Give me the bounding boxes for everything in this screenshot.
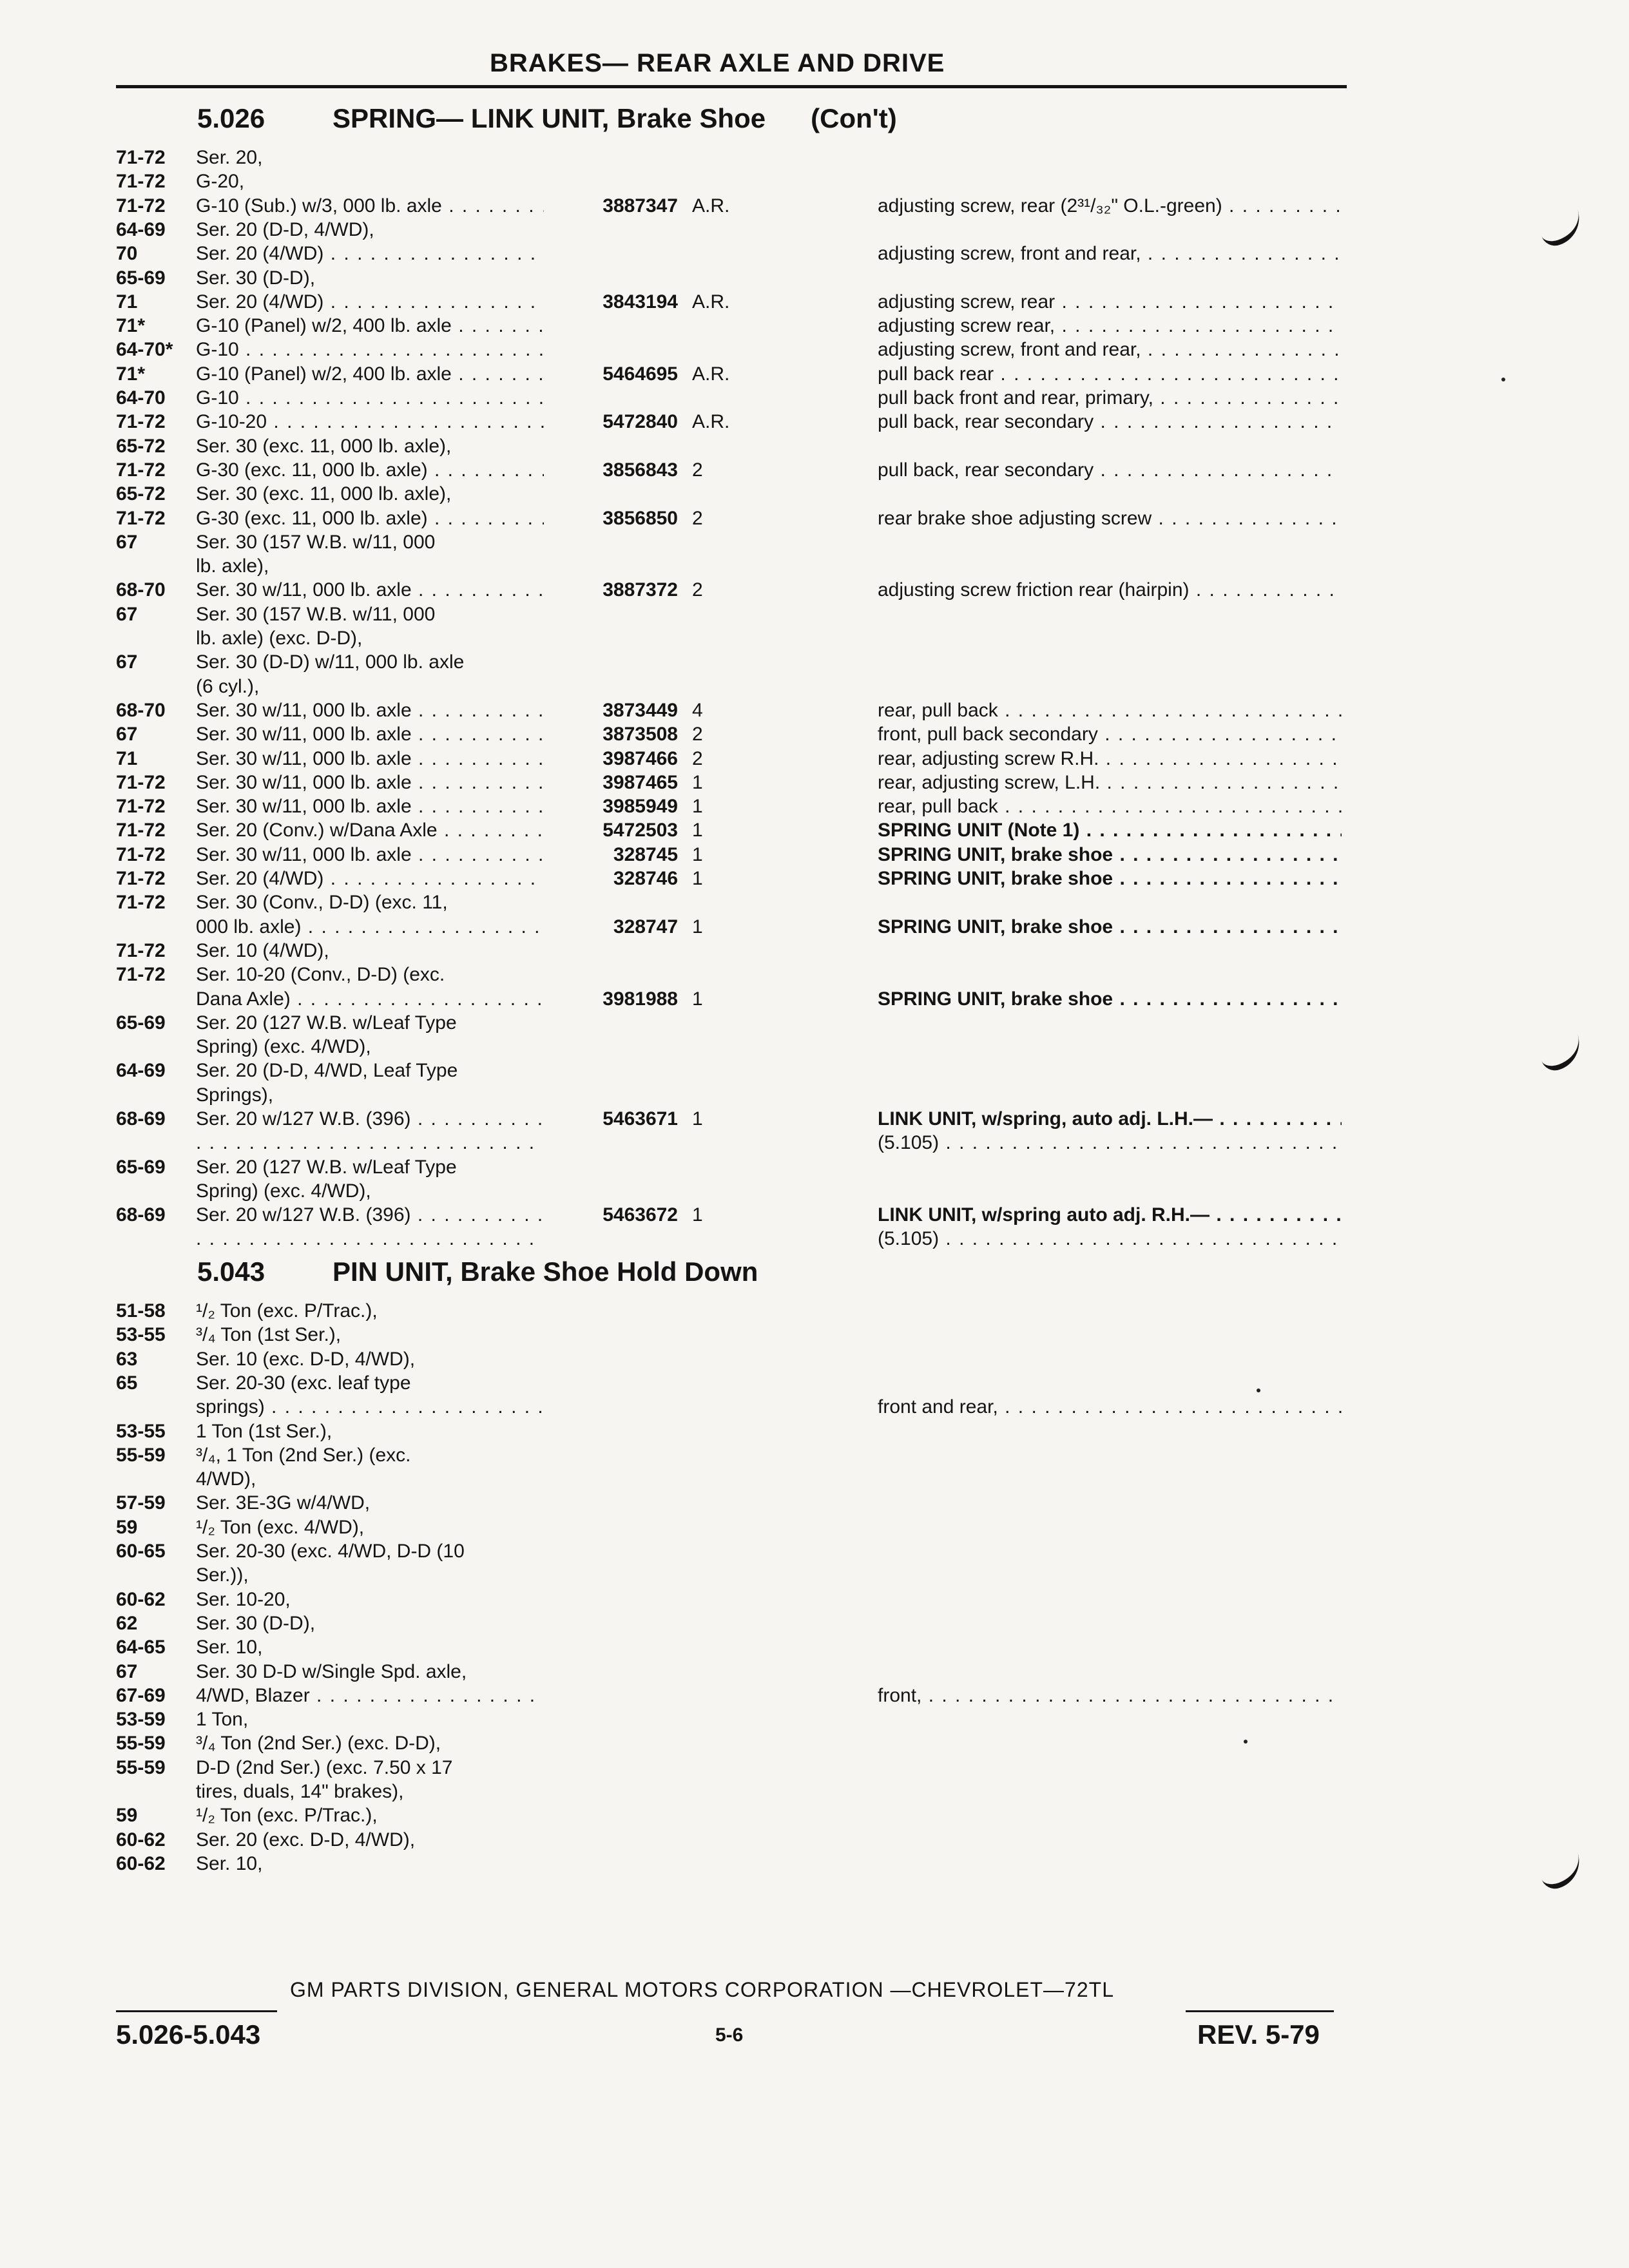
application-description: Ser. 30 w/11, 000 lb. axle . . . [196, 698, 544, 722]
parts-row [0, 1660, 1629, 1684]
part-name: rear, adjusting screw R.H. . . . [878, 747, 1342, 771]
section-title-5026 [197, 103, 897, 134]
application-description: G-10 . . . [196, 338, 544, 361]
part-name: pull back, rear secondary . . . [878, 458, 1342, 482]
model-years: 51-58 [116, 1300, 166, 1321]
application-description: Ser. 20 (exc. D-D, 4/WD), [196, 1829, 416, 1850]
parts-row [0, 1780, 1629, 1803]
application-description: Ser. 20-30 (exc. leaf type [196, 1372, 411, 1394]
application-description: Ser. 3E-3G w/4/WD, [196, 1492, 371, 1514]
model-years: 71-72 [116, 411, 166, 432]
application-description: tires, duals, 14" brakes), [196, 1781, 404, 1802]
parts-row [0, 1179, 1629, 1203]
model-years: 71-72 [116, 171, 166, 192]
model-years: 71-72 [116, 796, 166, 817]
model-years: 55-59 [116, 1757, 166, 1778]
model-years: 71-72 [116, 195, 166, 216]
application-description: Ser. 20 (4/WD) . . . [196, 290, 544, 314]
model-years: 57-59 [116, 1492, 166, 1514]
part-number: 5472503 [602, 820, 678, 841]
model-years: 68-70 [116, 700, 166, 721]
model-years: 71 [116, 748, 138, 769]
quantity: 2 [692, 459, 703, 481]
model-years: 65-69 [116, 267, 166, 289]
application-description: Dana Axle) . . . [196, 987, 544, 1011]
application-description: G-10-20 . . . [196, 410, 544, 434]
application-description [196, 1131, 544, 1155]
model-years: 71-72 [116, 147, 166, 168]
part-name: pull back rear . . . [878, 362, 1342, 386]
model-years: 64-69 [116, 219, 166, 240]
parts-row [0, 1035, 1629, 1059]
model-years: 71 [116, 291, 138, 312]
scan-speck [1257, 1389, 1260, 1392]
application-description: Ser. 10-20 (Conv., D-D) (exc. [196, 964, 445, 985]
application-description: Ser. 30 (exc. 11, 000 lb. axle), [196, 483, 452, 505]
application-description: Ser. 20 (D-D, 4/WD), [196, 219, 374, 240]
parts-row [0, 362, 1629, 386]
model-years: 64-70 [116, 387, 166, 408]
part-number: 3987465 [602, 772, 678, 793]
part-name: rear brake shoe adjusting screw . . . [878, 506, 1342, 530]
part-name: LINK UNIT, w/spring, auto adj. L.H.— . . . [878, 1107, 1342, 1131]
model-years: 65-69 [116, 1012, 166, 1033]
model-years: 64-69 [116, 1060, 166, 1081]
parts-row [0, 1563, 1629, 1587]
footer-rule-left [116, 2010, 277, 2012]
application-description: Ser. 30 w/11, 000 lb. axle . . . [196, 747, 544, 771]
quantity: 1 [692, 916, 703, 937]
model-years: 71-72 [116, 892, 166, 913]
parts-row [0, 987, 1629, 1011]
model-years: 59 [116, 1517, 138, 1538]
model-years: 68-69 [116, 1204, 166, 1225]
model-years: 67-69 [116, 1685, 166, 1706]
section-number: 5.026 [197, 103, 265, 133]
application-description: Ser. 10, [196, 1637, 263, 1658]
part-number: 328745 [613, 844, 678, 865]
application-description: Ser. 30 (D-D), [196, 1613, 316, 1634]
parts-row [0, 818, 1629, 842]
application-description: Ser. 10-20, [196, 1589, 291, 1610]
application-description: Ser. 30 w/11, 000 lb. axle . . . [196, 794, 544, 818]
application-description: Ser. 30 (Conv., D-D) (exc. 11, [196, 892, 448, 913]
application-description: Ser. 30 (D-D), [196, 267, 316, 289]
parts-row [0, 1803, 1629, 1827]
quantity: 2 [692, 508, 703, 529]
scan-speck [1501, 378, 1505, 381]
footer-rule-right [1186, 2010, 1334, 2012]
parts-row [0, 169, 1629, 193]
quantity: A.R. [692, 195, 730, 216]
application-description: lb. axle) (exc. D-D), [196, 628, 363, 649]
part-name: LINK UNIT, w/spring auto adj. R.H.— . . . [878, 1203, 1342, 1227]
parts-row [0, 194, 1629, 218]
model-years: 60-65 [116, 1541, 166, 1562]
parts-row [0, 1059, 1629, 1082]
part-name: pull back, rear secondary . . . [878, 410, 1342, 434]
parts-row [0, 698, 1629, 722]
application-description: Ser. 10 (exc. D-D, 4/WD), [196, 1349, 416, 1370]
model-years: 70 [116, 243, 138, 264]
model-years: 71* [116, 363, 146, 385]
parts-row [0, 915, 1629, 939]
part-name: SPRING UNIT (Note 1) . . . [878, 818, 1342, 842]
application-description: ³/₄ Ton (2nd Ser.) (exc. D-D), [196, 1733, 441, 1754]
header-rule [116, 85, 1347, 88]
footer-section-range: 5.026-5.043 [116, 2019, 261, 2050]
model-years: 60-62 [116, 1853, 166, 1874]
parts-row [0, 314, 1629, 338]
part-number: 3987466 [602, 748, 678, 769]
part-number: 3985949 [602, 796, 678, 817]
parts-row [0, 722, 1629, 746]
quantity: 1 [692, 1108, 703, 1129]
parts-row [0, 626, 1629, 650]
application-description: Ser. 30 (157 W.B. w/11, 000 [196, 604, 436, 625]
part-name: adjusting screw, rear . . . [878, 290, 1342, 314]
part-name: front and rear, . . . [878, 1395, 1342, 1419]
application-description: Ser. 20 (127 W.B. w/Leaf Type [196, 1012, 457, 1033]
application-description: Ser. 20 (127 W.B. w/Leaf Type [196, 1157, 457, 1178]
model-years: 71-72 [116, 508, 166, 529]
parts-row [0, 1395, 1629, 1419]
part-number: 3856843 [602, 459, 678, 481]
section-continued: (Con't) [811, 103, 897, 133]
parts-row [0, 530, 1629, 554]
parts-row [0, 1731, 1629, 1755]
model-years: 53-55 [116, 1324, 166, 1345]
part-name: front, pull back secondary . . . [878, 722, 1342, 746]
parts-row [0, 675, 1629, 698]
parts-row [0, 146, 1629, 169]
section-title-5043 [197, 1256, 758, 1287]
application-description: Ser. 10 (4/WD), [196, 940, 329, 961]
model-years: 68-69 [116, 1108, 166, 1129]
application-description: Spring) (exc. 4/WD), [196, 1180, 371, 1202]
parts-row [0, 1371, 1629, 1395]
part-number: 3887347 [602, 195, 678, 216]
footer-corporation: GM PARTS DIVISION, GENERAL MOTORS CORPORATION —CHEVROLET—72TL [290, 1978, 1114, 2001]
part-number: 5463671 [602, 1108, 678, 1129]
parts-row [0, 386, 1629, 410]
parts-row [0, 1515, 1629, 1539]
parts-row [0, 1443, 1629, 1467]
model-years: 63 [116, 1349, 138, 1370]
application-description: Ser. 20-30 (exc. 4/WD, D-D (10 [196, 1541, 465, 1562]
parts-row [0, 458, 1629, 482]
parts-row [0, 1756, 1629, 1780]
model-years: 60-62 [116, 1589, 166, 1610]
application-description: G-10 (Panel) w/2, 400 lb. axle . . . [196, 314, 544, 338]
application-description: G-30 (exc. 11, 000 lb. axle) . . . [196, 506, 544, 530]
part-name: SPRING UNIT, brake shoe . . . [878, 867, 1342, 890]
parts-row [0, 506, 1629, 530]
model-years: 53-55 [116, 1421, 166, 1442]
application-description: Spring) (exc. 4/WD), [196, 1036, 371, 1057]
application-description: lb. axle), [196, 555, 269, 577]
model-years: 71-72 [116, 964, 166, 985]
quantity: 1 [692, 1204, 703, 1225]
part-name: adjusting screw, rear (2³¹/₃₂" O.L.-green) . . . [878, 194, 1342, 218]
part-number: 3981988 [602, 988, 678, 1010]
application-description: springs) . . . [196, 1395, 544, 1419]
parts-row [0, 1011, 1629, 1035]
part-number: 5472840 [602, 411, 678, 432]
parts-row [0, 1684, 1629, 1707]
parts-row [0, 867, 1629, 890]
section-heading: PIN UNIT, Brake Shoe Hold Down [333, 1256, 758, 1287]
parts-row [0, 266, 1629, 290]
parts-row [0, 650, 1629, 674]
part-name: SPRING UNIT, brake shoe . . . [878, 915, 1342, 939]
part-number: 3873508 [602, 724, 678, 745]
part-name: (5.105) . . . [878, 1131, 1342, 1155]
section-number: 5.043 [197, 1256, 265, 1287]
parts-row [0, 1588, 1629, 1611]
application-description: Ser. 30 w/11, 000 lb. axle . . . [196, 843, 544, 867]
application-description: ³/₄, 1 Ton (2nd Ser.) (exc. [196, 1445, 411, 1466]
quantity: 1 [692, 868, 703, 889]
application-description: G-30 (exc. 11, 000 lb. axle) . . . [196, 458, 544, 482]
model-years: 60-62 [116, 1829, 166, 1850]
parts-row [0, 1467, 1629, 1491]
application-description: G-10 (Sub.) w/3, 000 lb. axle . . . [196, 194, 544, 218]
part-name: rear, pull back . . . [878, 698, 1342, 722]
application-description: G-10 . . . [196, 386, 544, 410]
model-years: 71-72 [116, 844, 166, 865]
parts-row [0, 218, 1629, 242]
part-number: 328746 [613, 868, 678, 889]
model-years: 67 [116, 604, 138, 625]
part-number: 3887372 [602, 579, 678, 601]
model-years: 67 [116, 1661, 138, 1682]
parts-row [0, 434, 1629, 458]
application-description: ¹/₂ Ton (exc. P/Trac.), [196, 1805, 378, 1826]
quantity: 1 [692, 988, 703, 1010]
model-years: 67 [116, 532, 138, 553]
application-description: G-10 (Panel) w/2, 400 lb. axle . . . [196, 362, 544, 386]
application-description: ¹/₂ Ton (exc. P/Trac.), [196, 1300, 378, 1321]
model-years: 64-65 [116, 1637, 166, 1658]
parts-row [0, 1852, 1629, 1876]
parts-row [0, 843, 1629, 867]
part-name: adjusting screw, front and rear, . . . [878, 242, 1342, 265]
model-years: 71-72 [116, 772, 166, 793]
application-description: D-D (2nd Ser.) (exc. 7.50 x 17 [196, 1757, 453, 1778]
parts-row [0, 1107, 1629, 1131]
quantity: 1 [692, 844, 703, 865]
part-number: 328747 [613, 916, 678, 937]
part-number: 3843194 [602, 291, 678, 312]
application-description: 1 Ton, [196, 1709, 249, 1730]
parts-row [0, 1347, 1629, 1371]
parts-row [0, 554, 1629, 578]
parts-row [0, 1131, 1629, 1155]
quantity: 4 [692, 700, 703, 721]
parts-row [0, 747, 1629, 771]
application-description: 4/WD), [196, 1468, 256, 1490]
parts-row [0, 1155, 1629, 1179]
part-name: adjusting screw rear, . . . [878, 314, 1342, 338]
part-name: rear, pull back . . . [878, 794, 1342, 818]
part-name: front, . . . [878, 1684, 1342, 1707]
application-description: Springs), [196, 1084, 274, 1106]
part-name: SPRING UNIT, brake shoe . . . [878, 987, 1342, 1011]
parts-row [0, 1419, 1629, 1443]
parts-row [0, 794, 1629, 818]
parts-row [0, 410, 1629, 434]
parts-row [0, 1203, 1629, 1227]
part-name: adjusting screw friction rear (hairpin) . . . [878, 578, 1342, 602]
model-years: 67 [116, 651, 138, 673]
parts-row [0, 771, 1629, 794]
application-description: Ser. 30 w/11, 000 lb. axle . . . [196, 722, 544, 746]
quantity: A.R. [692, 363, 730, 385]
application-description: Ser. 20 w/127 W.B. (396) . . . [196, 1107, 544, 1131]
application-description: Ser. 30 w/11, 000 lb. axle . . . [196, 771, 544, 794]
parts-row [0, 1539, 1629, 1563]
footer-revision: REV. 5-79 [1197, 2019, 1320, 2050]
model-years: 65-72 [116, 483, 166, 505]
quantity: 2 [692, 579, 703, 601]
quantity: 1 [692, 820, 703, 841]
application-description: ³/₄ Ton (1st Ser.), [196, 1324, 342, 1345]
parts-row [0, 890, 1629, 914]
model-years: 71-72 [116, 868, 166, 889]
quantity: 2 [692, 748, 703, 769]
scan-speck [1244, 1740, 1248, 1744]
application-description: (6 cyl.), [196, 676, 260, 697]
quantity: 1 [692, 796, 703, 817]
model-years: 53-59 [116, 1709, 166, 1730]
part-name: (5.105) . . . [878, 1227, 1342, 1251]
part-name: adjusting screw, front and rear, . . . [878, 338, 1342, 361]
parts-row [0, 578, 1629, 602]
parts-row [0, 602, 1629, 626]
model-years: 65 [116, 1372, 138, 1394]
application-description: Ser. 20 (4/WD) . . . [196, 242, 544, 265]
part-number: 3873449 [602, 700, 678, 721]
quantity: 1 [692, 772, 703, 793]
quantity: A.R. [692, 291, 730, 312]
part-name: pull back front and rear, primary, . . . [878, 386, 1342, 410]
model-years: 68-70 [116, 579, 166, 601]
quantity: 2 [692, 724, 703, 745]
parts-row [0, 482, 1629, 506]
model-years: 67 [116, 724, 138, 745]
application-description: Ser. 30 D-D w/Single Spd. axle, [196, 1661, 467, 1682]
application-description: G-20, [196, 171, 245, 192]
application-description: ¹/₂ Ton (exc. 4/WD), [196, 1517, 365, 1538]
model-years: 64-70* [116, 339, 173, 360]
part-name: SPRING UNIT, brake shoe . . . [878, 843, 1342, 867]
parts-row [0, 939, 1629, 963]
parts-row [0, 1491, 1629, 1515]
parts-row [0, 1611, 1629, 1635]
application-description: 1 Ton (1st Ser.), [196, 1421, 333, 1442]
parts-row [0, 1828, 1629, 1852]
model-years: 55-59 [116, 1733, 166, 1754]
application-description: Ser. 20, [196, 147, 263, 168]
application-description: 4/WD, Blazer . . . [196, 1684, 544, 1707]
parts-row [0, 1707, 1629, 1731]
model-years: 65-72 [116, 436, 166, 457]
part-number: 5463672 [602, 1204, 678, 1225]
application-description: Ser. 20 (4/WD) . . . [196, 867, 544, 890]
model-years: 71* [116, 315, 146, 336]
model-years: 59 [116, 1805, 138, 1826]
model-years: 65-69 [116, 1157, 166, 1178]
part-name: rear, adjusting screw, L.H. . . . [878, 771, 1342, 794]
model-years: 62 [116, 1613, 138, 1634]
quantity: A.R. [692, 411, 730, 432]
part-number: 3856850 [602, 508, 678, 529]
application-description: Ser. 30 (exc. 11, 000 lb. axle), [196, 436, 452, 457]
parts-row [0, 242, 1629, 265]
application-description: Ser. 30 w/11, 000 lb. axle . . . [196, 578, 544, 602]
parts-row [0, 1227, 1629, 1251]
parts-row [0, 963, 1629, 986]
parts-row [0, 1083, 1629, 1107]
application-description: Ser. 30 (D-D) w/11, 000 lb. axle [196, 651, 465, 673]
parts-row [0, 338, 1629, 361]
parts-row [0, 1299, 1629, 1323]
model-years: 71-72 [116, 940, 166, 961]
page-header-title: BRAKES— REAR AXLE AND DRIVE [490, 49, 945, 77]
application-description: Ser. 20 (Conv.) w/Dana Axle . . . [196, 818, 544, 842]
parts-row [0, 1323, 1629, 1347]
model-years: 55-59 [116, 1445, 166, 1466]
application-description [196, 1227, 544, 1251]
application-description: 000 lb. axle) . . . [196, 915, 544, 939]
section-heading: SPRING— LINK UNIT, Brake Shoe [333, 103, 766, 133]
model-years: 71-72 [116, 459, 166, 481]
application-description: Ser. 20 (D-D, 4/WD, Leaf Type [196, 1060, 458, 1081]
application-description: Ser. 10, [196, 1853, 263, 1874]
application-description: Ser. 20 w/127 W.B. (396) . . . [196, 1203, 544, 1227]
part-number: 5464695 [602, 363, 678, 385]
model-years: 71-72 [116, 820, 166, 841]
parts-row [0, 1635, 1629, 1659]
footer-page-number: 5-6 [715, 2024, 744, 2046]
application-description: Ser. 30 (157 W.B. w/11, 000 [196, 532, 436, 553]
parts-row [0, 290, 1629, 314]
application-description: Ser.)), [196, 1564, 249, 1586]
